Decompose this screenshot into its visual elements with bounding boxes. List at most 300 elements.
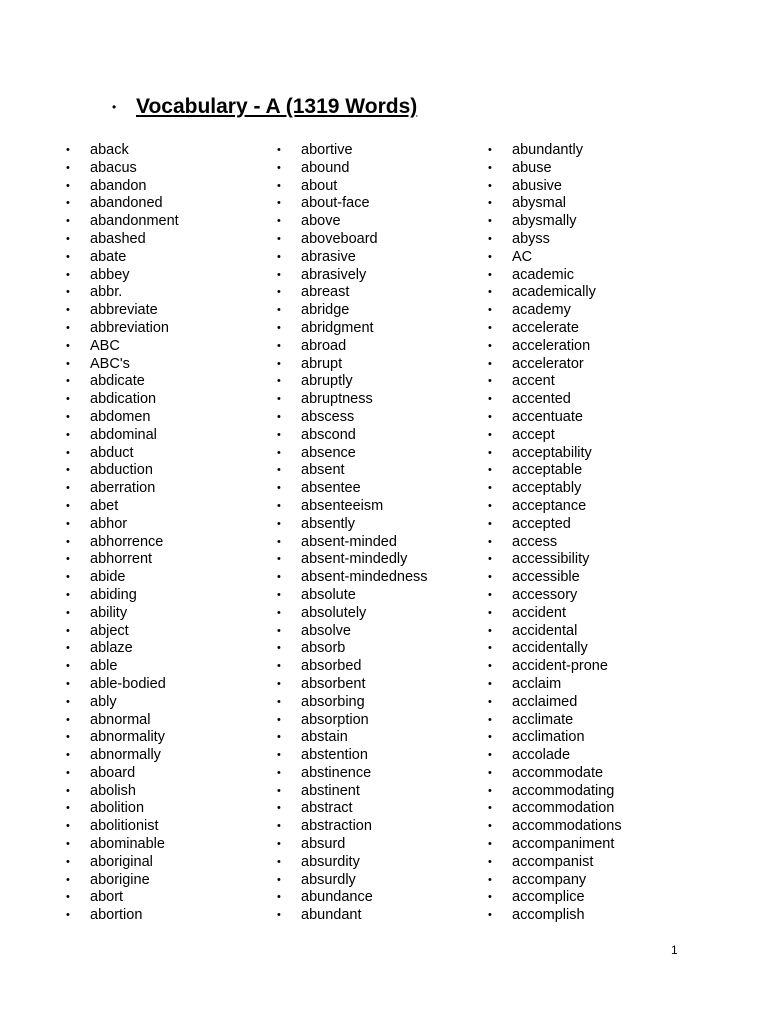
list-item — [277, 356, 428, 374]
bullet-icon: • — [66, 606, 70, 619]
list-item — [488, 676, 622, 694]
list-item — [277, 836, 428, 854]
word-text: acclaimed — [512, 693, 578, 710]
list-item — [277, 445, 428, 463]
word-text: abstraction — [301, 818, 372, 835]
bullet-icon: • — [488, 339, 492, 352]
word-text: accent — [512, 373, 555, 390]
word-text: absorb — [301, 640, 346, 657]
bullet-icon: • — [488, 571, 492, 584]
word-text: abruptly — [301, 373, 353, 390]
bullet-icon: • — [277, 215, 281, 228]
list-item — [488, 534, 622, 552]
bullet-icon: • — [66, 553, 70, 566]
bullet-icon: • — [277, 375, 281, 388]
list-item — [488, 765, 622, 783]
bullet-icon: • — [277, 286, 281, 299]
word-text: abashed — [90, 230, 146, 247]
list-item — [488, 195, 622, 213]
word-text: absolve — [301, 622, 351, 639]
word-text: absurdly — [301, 871, 356, 888]
list-item — [66, 534, 179, 552]
word-text: abandoned — [90, 195, 163, 212]
bullet-icon: • — [277, 446, 281, 459]
word-text: abortive — [301, 142, 353, 158]
bullet-icon: • — [488, 161, 492, 174]
bullet-icon: • — [277, 642, 281, 655]
list-item — [277, 160, 428, 178]
bullet-icon: • — [66, 571, 70, 584]
word-text: accommodate — [512, 764, 604, 781]
word-text: absorption — [301, 711, 369, 728]
list-item — [488, 569, 622, 587]
bullet-icon: • — [277, 339, 281, 352]
bullet-icon: • — [66, 339, 70, 352]
bullet-icon: • — [277, 428, 281, 441]
word-text: abbey — [90, 266, 130, 283]
word-text: acceptance — [512, 497, 587, 514]
word-text: aborigine — [90, 871, 150, 888]
word-text: AC — [512, 248, 533, 265]
list-item — [488, 213, 622, 231]
bullet-icon: • — [488, 232, 492, 245]
bullet-icon: • — [488, 553, 492, 566]
word-text: acceptably — [512, 480, 582, 497]
list-item — [277, 551, 428, 569]
word-text: accompanist — [512, 853, 594, 870]
bullet-icon: • — [488, 606, 492, 619]
word-text: abnormally — [90, 747, 161, 764]
list-item — [277, 338, 428, 356]
word-text: abacus — [90, 159, 137, 176]
list-item — [66, 391, 179, 409]
bullet-icon: • — [66, 144, 70, 156]
word-text: accelerate — [512, 319, 579, 336]
bullet-icon: • — [277, 802, 281, 815]
bullet-icon: • — [488, 304, 492, 317]
word-text: abolition — [90, 800, 145, 817]
word-text: abandon — [90, 177, 147, 194]
word-text: absent-mindedly — [301, 551, 408, 568]
list-item — [66, 213, 179, 231]
word-text: abominable — [90, 836, 165, 853]
list-item — [277, 249, 428, 267]
list-item — [488, 551, 622, 569]
bullet-icon: • — [66, 375, 70, 388]
bullet-icon: • — [277, 820, 281, 833]
list-item — [66, 800, 179, 818]
word-text: aboriginal — [90, 853, 153, 870]
list-item — [488, 658, 622, 676]
bullet-icon: • — [66, 482, 70, 495]
bullet-icon: • — [277, 784, 281, 797]
list-item — [277, 480, 428, 498]
list-item — [66, 302, 179, 320]
word-text: academic — [512, 266, 575, 283]
bullet-icon: • — [488, 820, 492, 833]
bullet-icon: • — [488, 642, 492, 655]
bullet-icon: • — [277, 410, 281, 423]
list-item — [66, 160, 179, 178]
word-text: accompany — [512, 871, 587, 888]
bullet-icon: • — [488, 197, 492, 210]
bullet-icon: • — [277, 304, 281, 317]
word-text: acceptable — [512, 462, 583, 479]
bullet-icon: • — [488, 250, 492, 263]
bullet-icon: • — [277, 873, 281, 886]
word-text: abolitionist — [90, 818, 159, 835]
list-item — [488, 729, 622, 747]
bullet-icon: • — [66, 535, 70, 548]
word-text: abnormality — [90, 729, 165, 746]
bullet-icon: • — [488, 517, 492, 530]
word-text: abet — [90, 497, 119, 514]
bullet-icon: • — [277, 464, 281, 477]
bullet-icon: • — [66, 517, 70, 530]
bullet-icon: • — [488, 855, 492, 868]
word-text: accomplish — [512, 907, 585, 924]
word-text: abreast — [301, 284, 350, 301]
list-item — [488, 694, 622, 712]
list-item — [277, 462, 428, 480]
bullet-icon: • — [488, 144, 492, 156]
bullet-icon: • — [488, 482, 492, 495]
bullet-icon: • — [66, 749, 70, 762]
word-text: abscond — [301, 426, 356, 443]
list-item — [277, 783, 428, 801]
bullet-icon: • — [66, 499, 70, 512]
list-item — [277, 534, 428, 552]
list-item — [488, 338, 622, 356]
list-item — [488, 854, 622, 872]
word-text: abject — [90, 622, 129, 639]
list-item — [277, 142, 428, 160]
bullet-icon: • — [66, 588, 70, 601]
word-text: abundant — [301, 907, 362, 924]
word-text: access — [512, 533, 558, 550]
bullet-icon: • — [277, 357, 281, 370]
bullet-icon: • — [488, 784, 492, 797]
bullet-icon: • — [66, 784, 70, 797]
word-text: absently — [301, 515, 356, 532]
word-text: acclimate — [512, 711, 574, 728]
list-item — [66, 445, 179, 463]
bullet-icon: • — [488, 410, 492, 423]
word-text: abrasive — [301, 248, 356, 265]
word-text: absorbed — [301, 658, 362, 675]
bullet-icon: • — [488, 660, 492, 673]
bullet-icon: • — [277, 624, 281, 637]
list-item — [277, 373, 428, 391]
word-text: accommodating — [512, 782, 615, 799]
list-item — [277, 623, 428, 641]
bullet-icon: • — [112, 100, 117, 114]
bullet-icon: • — [488, 695, 492, 708]
word-text: abysmal — [512, 195, 566, 212]
list-item — [277, 231, 428, 249]
list-item — [66, 231, 179, 249]
list-item — [66, 142, 179, 160]
word-text: accented — [512, 391, 571, 408]
bullet-icon: • — [277, 891, 281, 904]
bullet-icon: • — [66, 677, 70, 690]
list-item — [488, 783, 622, 801]
list-item — [66, 551, 179, 569]
word-text: abundantly — [512, 142, 583, 158]
word-text: above — [301, 213, 341, 230]
word-text: absurd — [301, 836, 346, 853]
bullet-icon: • — [488, 268, 492, 281]
list-item — [488, 356, 622, 374]
list-item — [277, 569, 428, 587]
word-text: abroad — [301, 337, 347, 354]
list-item — [488, 872, 622, 890]
bullet-icon: • — [66, 766, 70, 779]
list-item — [277, 587, 428, 605]
word-text: acclaim — [512, 675, 562, 692]
list-item — [277, 729, 428, 747]
list-item — [66, 712, 179, 730]
list-item — [488, 178, 622, 196]
bullet-icon: • — [488, 749, 492, 762]
list-item — [66, 427, 179, 445]
list-item — [66, 729, 179, 747]
list-item — [66, 818, 179, 836]
list-item — [66, 765, 179, 783]
word-text: absent — [301, 462, 345, 479]
bullet-icon: • — [66, 268, 70, 281]
bullet-icon: • — [277, 535, 281, 548]
list-item — [277, 872, 428, 890]
bullet-icon: • — [488, 891, 492, 904]
bullet-icon: • — [66, 713, 70, 726]
list-item — [66, 569, 179, 587]
word-text: accessibility — [512, 551, 590, 568]
list-item — [488, 445, 622, 463]
list-item — [277, 195, 428, 213]
bullet-icon: • — [66, 446, 70, 459]
word-text: ABC's — [90, 355, 130, 372]
list-item — [488, 747, 622, 765]
word-text: abuse — [512, 159, 552, 176]
list-item — [277, 320, 428, 338]
word-text: abruptness — [301, 391, 373, 408]
word-text: absurdity — [301, 853, 360, 870]
word-text: abscess — [301, 408, 355, 425]
word-text: accolade — [512, 747, 571, 764]
list-item — [277, 907, 428, 925]
word-text: abyss — [512, 230, 550, 247]
bullet-icon: • — [66, 321, 70, 334]
bullet-icon: • — [277, 695, 281, 708]
list-item — [488, 284, 622, 302]
bullet-icon: • — [488, 838, 492, 851]
list-item — [488, 516, 622, 534]
list-item — [488, 605, 622, 623]
word-text: abbreviate — [90, 302, 158, 319]
list-item — [277, 605, 428, 623]
list-item — [488, 231, 622, 249]
list-item — [66, 623, 179, 641]
bullet-icon: • — [66, 357, 70, 370]
word-text: accommodations — [512, 818, 622, 835]
word-text: acceptability — [512, 444, 592, 461]
word-column-3 — [488, 142, 622, 925]
bullet-icon: • — [66, 855, 70, 868]
list-item — [277, 658, 428, 676]
word-text: absolutely — [301, 604, 367, 621]
word-text: abbreviation — [90, 319, 169, 336]
bullet-icon: • — [66, 286, 70, 299]
bullet-icon: • — [66, 731, 70, 744]
bullet-icon: • — [277, 321, 281, 334]
bullet-icon: • — [488, 375, 492, 388]
list-item — [66, 516, 179, 534]
word-text: accepted — [512, 515, 571, 532]
list-item — [277, 302, 428, 320]
word-text: ably — [90, 693, 117, 710]
bullet-icon: • — [277, 766, 281, 779]
list-item — [66, 854, 179, 872]
list-item — [66, 373, 179, 391]
word-text: absorbent — [301, 675, 366, 692]
list-item — [488, 391, 622, 409]
bullet-icon: • — [66, 410, 70, 423]
list-item — [66, 267, 179, 285]
bullet-icon: • — [277, 588, 281, 601]
bullet-icon: • — [488, 713, 492, 726]
list-item — [277, 800, 428, 818]
bullet-icon: • — [277, 144, 281, 156]
bullet-icon: • — [488, 179, 492, 192]
word-text: accessory — [512, 586, 578, 603]
word-text: accident-prone — [512, 658, 608, 675]
bullet-icon: • — [277, 268, 281, 281]
word-text: abrasively — [301, 266, 367, 283]
bullet-icon: • — [66, 891, 70, 904]
word-text: accomplice — [512, 889, 585, 906]
list-item — [277, 854, 428, 872]
word-text: abstinent — [301, 782, 360, 799]
list-item — [277, 284, 428, 302]
list-item — [66, 640, 179, 658]
list-item — [277, 213, 428, 231]
bullet-icon: • — [277, 571, 281, 584]
word-text: absent-minded — [301, 533, 397, 550]
bullet-icon: • — [277, 660, 281, 673]
bullet-icon: • — [488, 446, 492, 459]
list-item — [277, 889, 428, 907]
list-item — [66, 320, 179, 338]
bullet-icon: • — [66, 873, 70, 886]
word-text: abstention — [301, 747, 368, 764]
word-text: abstract — [301, 800, 353, 817]
bullet-icon: • — [488, 499, 492, 512]
document-title-row — [112, 92, 417, 122]
bullet-icon: • — [66, 304, 70, 317]
list-item — [66, 783, 179, 801]
bullet-icon: • — [277, 838, 281, 851]
bullet-icon: • — [488, 731, 492, 744]
list-item — [488, 640, 622, 658]
list-item — [488, 142, 622, 160]
list-item — [488, 800, 622, 818]
word-text: absence — [301, 444, 356, 461]
bullet-icon: • — [488, 321, 492, 334]
word-text: abhorrence — [90, 533, 164, 550]
word-text: accessible — [512, 569, 580, 586]
word-text: abdication — [90, 391, 157, 408]
word-text: aboard — [90, 764, 136, 781]
list-item — [488, 409, 622, 427]
bullet-icon: • — [488, 535, 492, 548]
list-item — [66, 249, 179, 267]
list-item — [488, 480, 622, 498]
bullet-icon: • — [277, 179, 281, 192]
bullet-icon: • — [66, 161, 70, 174]
word-text: abhor — [90, 515, 128, 532]
word-text: academy — [512, 302, 571, 319]
word-column-1 — [66, 142, 179, 925]
bullet-icon: • — [277, 713, 281, 726]
word-text: abstain — [301, 729, 348, 746]
bullet-icon: • — [66, 215, 70, 228]
bullet-icon: • — [66, 197, 70, 210]
bullet-icon: • — [488, 873, 492, 886]
bullet-icon: • — [66, 642, 70, 655]
list-item — [488, 320, 622, 338]
bullet-icon: • — [66, 909, 70, 922]
word-text: ablaze — [90, 640, 133, 657]
bullet-icon: • — [488, 802, 492, 815]
word-text: abate — [90, 248, 127, 265]
list-item — [277, 267, 428, 285]
bullet-icon: • — [66, 695, 70, 708]
document-title: Vocabulary - A (1319 Words) — [136, 95, 418, 118]
list-item — [277, 516, 428, 534]
bullet-icon: • — [488, 677, 492, 690]
bullet-icon: • — [66, 428, 70, 441]
bullet-icon: • — [488, 909, 492, 922]
bullet-icon: • — [277, 197, 281, 210]
word-text: accommodation — [512, 800, 615, 817]
bullet-icon: • — [66, 838, 70, 851]
bullet-icon: • — [488, 766, 492, 779]
word-text: abstinence — [301, 764, 372, 781]
bullet-icon: • — [277, 482, 281, 495]
word-text: absent-mindedness — [301, 569, 428, 586]
list-item — [66, 836, 179, 854]
bullet-icon: • — [66, 464, 70, 477]
list-item — [277, 178, 428, 196]
word-text: aback — [90, 142, 129, 158]
list-item — [488, 889, 622, 907]
word-text: accidentally — [512, 640, 588, 657]
bullet-icon: • — [277, 909, 281, 922]
list-item — [66, 747, 179, 765]
word-text: abusive — [512, 177, 562, 194]
bullet-icon: • — [277, 517, 281, 530]
word-text: about-face — [301, 195, 370, 212]
word-text: able-bodied — [90, 675, 166, 692]
list-item — [277, 498, 428, 516]
list-item — [488, 836, 622, 854]
bullet-icon: • — [277, 499, 281, 512]
word-text: acclimation — [512, 729, 585, 746]
word-text: absorbing — [301, 693, 365, 710]
word-text: absenteeism — [301, 497, 384, 514]
bullet-icon: • — [277, 855, 281, 868]
